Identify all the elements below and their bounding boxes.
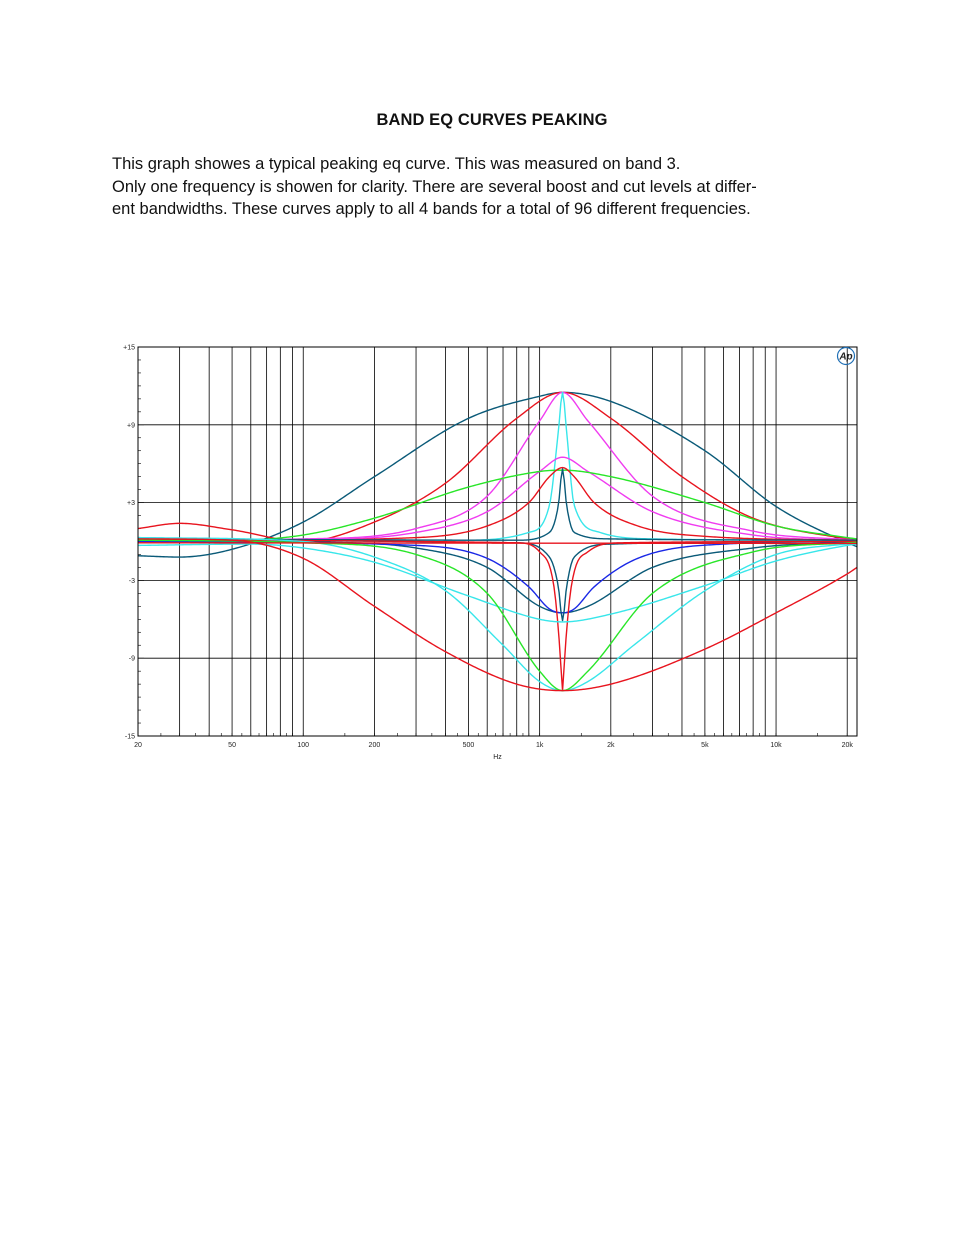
y-tick-label: -9 [128, 655, 135, 663]
series-line-14 [138, 538, 857, 691]
x-tick-label: 1k [535, 742, 544, 749]
x-tick-label: 20k [841, 742, 853, 749]
document-paragraph [112, 153, 872, 221]
paragraph-line-1: This graph showes a typical peaking eq curve. This was measured on band 3. [112, 155, 681, 173]
x-tick-label: 200 [368, 742, 381, 749]
series-group [138, 392, 857, 690]
series-line-13 [138, 544, 857, 622]
series-line-5 [138, 457, 857, 541]
paragraph-line-3: ent bandwidths. These curves apply to all 4 bands for a total of 96 different frequencies. [112, 200, 751, 218]
x-tick-label: 500 [462, 742, 475, 749]
series-line-2 [138, 392, 857, 541]
y-tick-label: -15 [124, 733, 135, 741]
y-tick-label: +15 [123, 344, 135, 352]
series-line-12 [138, 540, 857, 690]
series-line-17 [138, 543, 857, 544]
x-tick-label: 10k [770, 742, 782, 749]
x-tick-label: 20 [134, 742, 142, 749]
series-line-16 [138, 539, 857, 691]
x-tick-label: 5k [701, 742, 709, 749]
ap-logo-text: Ap [839, 351, 853, 363]
x-axis-label: Hz [493, 754, 502, 761]
y-tick-label: +9 [127, 422, 135, 430]
document-title: BAND EQ CURVES PEAKING [376, 111, 608, 129]
axis-labels [123, 345, 853, 762]
ap-logo [838, 348, 855, 365]
eq-curve-chart [100, 330, 870, 770]
y-tick-label: +3 [127, 500, 135, 508]
x-tick-label: 50 [228, 742, 236, 749]
x-tick-label: 100 [297, 742, 310, 749]
x-tick-label: 2k [607, 742, 615, 749]
y-tick-label: -3 [128, 577, 135, 585]
series-line-9 [138, 538, 857, 613]
series-line-15 [138, 540, 857, 690]
paragraph-line-2: Only one frequency is showen for clarity. There are several boost and cut levels at differ- [112, 177, 757, 196]
